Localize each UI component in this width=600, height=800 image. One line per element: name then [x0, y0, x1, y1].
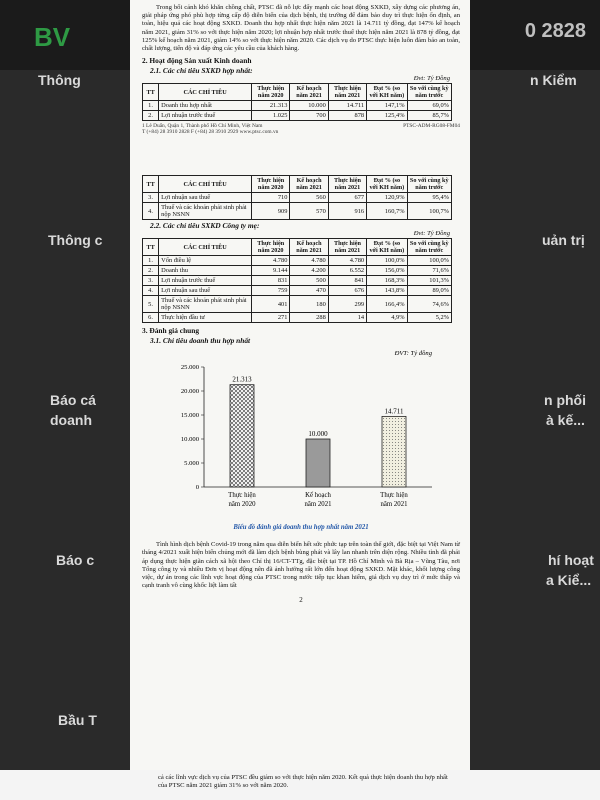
- table-cell: Vốn điều lệ: [159, 256, 252, 266]
- y-tick-label: 15.000: [180, 412, 199, 420]
- subsection-heading: 2.1. Các chỉ tiêu SXKD hợp nhất:: [150, 66, 253, 76]
- table-cell: Doanh thu hợp nhất: [159, 101, 252, 111]
- table-cell: 21.313: [252, 101, 290, 111]
- table-cell: 4,9%: [367, 313, 407, 323]
- table-header-cell: Đạt % (so với KH năm): [367, 239, 407, 256]
- table-cell: 2.: [143, 266, 159, 276]
- bar-value-label: 10.000: [308, 430, 328, 439]
- bar-value-label: 21.313: [232, 375, 252, 384]
- table-row: [143, 276, 452, 286]
- bg-news-item[interactable]: n Kiểm: [530, 72, 577, 88]
- table-cell: 4.780: [290, 256, 328, 266]
- table-cell: 100,0%: [407, 256, 451, 266]
- y-tick-label: 25.000: [180, 364, 199, 372]
- table-header-cell: Thực hiện năm 2021: [328, 176, 366, 193]
- x-tick-label: năm 2020: [228, 501, 256, 509]
- table-header-cell: TT: [143, 84, 159, 101]
- table-cell: 4.780: [328, 256, 366, 266]
- x-tick-label: Thực hiện: [228, 492, 256, 500]
- table-cell: 288: [290, 313, 328, 323]
- table-header-cell: Đạt % (so với KH năm): [367, 176, 407, 193]
- table-cell: 841: [328, 276, 366, 286]
- table-header-cell: Kế hoạch năm 2021: [290, 239, 328, 256]
- table-cell: 10.000: [290, 101, 328, 111]
- table-cell: 95,4%: [407, 193, 451, 203]
- bg-news-item[interactable]: Thông: [38, 72, 81, 88]
- table-cell: 5,2%: [407, 313, 451, 323]
- revenue-bar-chart: [142, 345, 462, 523]
- table-header-cell: TT: [143, 176, 159, 193]
- site-phone: 0 2828: [524, 20, 586, 42]
- table-cell: 3.: [143, 276, 159, 286]
- table-cell: 14.711: [328, 101, 366, 111]
- bg-news-item[interactable]: n phối: [544, 392, 586, 408]
- x-tick-label: năm 2021: [304, 501, 332, 509]
- bar: [306, 439, 330, 487]
- table-cell: 4.: [143, 203, 159, 220]
- table-cell: 71,6%: [407, 266, 451, 276]
- table-row: [143, 296, 452, 313]
- table-cell: Lợi nhuận trước thuế: [159, 276, 252, 286]
- table-cell: 147,1%: [367, 101, 407, 111]
- table-cell: 2.: [143, 111, 159, 121]
- table-header-cell: CÁC CHỈ TIÊU: [159, 176, 252, 193]
- table-cell: 700: [290, 111, 328, 121]
- bg-news-item[interactable]: Báo c: [56, 552, 95, 568]
- table-cell: 677: [328, 193, 366, 203]
- parent-company-table: [142, 238, 452, 323]
- x-tick-label: Thực hiện: [380, 492, 408, 500]
- bg-news-item[interactable]: Bầu T: [58, 712, 97, 728]
- table-header-cell: CÁC CHỈ TIÊU: [159, 84, 252, 101]
- bg-news-item[interactable]: uản trị: [542, 232, 585, 248]
- table-cell: 156,0%: [367, 266, 407, 276]
- subsection-heading: 3.1. Chỉ tiêu doanh thu hợp nhất: [150, 336, 251, 346]
- bar: [382, 417, 406, 488]
- table-row: [143, 101, 452, 111]
- section-heading: 3. Đánh giá chung: [142, 326, 200, 336]
- table-cell: 500: [290, 276, 328, 286]
- bg-news-item[interactable]: Báo cá: [50, 392, 96, 408]
- body-paragraph: Tình hình dịch bệnh Covid-19 trong năm qua diễn biến hết sức phức tạp trên toàn thế giới, đặc biệt tại Việt Nam từ tháng 4/2021 xuất hiện biến chủng mới đã làm dịch bệnh bùng phát và lây lan nhanh trên diện rộng. Nhiều tỉnh đã phải áp dụng thực hiện giãn cách xã hội theo Chỉ thị 16/CT-TTg, đặc biệt tại TP. Hồ Chí Minh và Bà Rịa – Vũng Tàu, nơi Tổng công ty và nhiều Đơn vị hoạt động nên đã ảnh hưởng rất lớn đến hoạt động SXKD. Mặt khác, khối lượng công việc, dự án trong các lĩnh vực hoạt động của PTSC trong nước tiếp tục khan hiếm, giá dịch vụ duy trì ở mức thấp và cạnh tranh vô cùng khốc liệt làm tất: [142, 541, 460, 590]
- table-header-cell: Thực hiện năm 2020: [252, 239, 290, 256]
- bg-news-item[interactable]: a Kiể...: [546, 572, 592, 588]
- table-header-cell: So với cùng kỳ năm trước: [407, 84, 451, 101]
- consolidated-table-part2: [142, 175, 452, 220]
- table-cell: 143,8%: [367, 286, 407, 296]
- table-header-cell: Đạt % (so với KH năm): [367, 84, 407, 101]
- x-tick-label: Kế hoạch: [305, 492, 331, 500]
- table-row: [143, 313, 452, 323]
- y-tick-label: 20.000: [180, 388, 199, 396]
- bg-news-item[interactable]: hí hoạt: [548, 552, 594, 568]
- table-cell: 470: [290, 286, 328, 296]
- table-cell: 401: [252, 296, 290, 313]
- table-cell: 271: [252, 313, 290, 323]
- chart-unit-label: ĐVT: Tỷ đồng: [394, 350, 432, 358]
- table-cell: Lợi nhuận trước thuế: [159, 111, 252, 121]
- table-cell: 101,3%: [407, 276, 451, 286]
- table-cell: Thuế và các khoản phát sinh phải nộp NSNN: [159, 296, 252, 313]
- table-cell: 759: [252, 286, 290, 296]
- table-header-cell: Kế hoạch năm 2021: [290, 176, 328, 193]
- table-cell: 74,6%: [407, 296, 451, 313]
- table-cell: 909: [252, 203, 290, 220]
- bar: [230, 385, 254, 487]
- footer-address: 1 Lê Duẩn, Quận 1, Thành phố Hồ Chí Minh, Việt Nam: [142, 123, 263, 130]
- table-cell: 125,4%: [367, 111, 407, 121]
- table-cell: 4.: [143, 286, 159, 296]
- bg-news-item[interactable]: à kế...: [546, 412, 585, 428]
- chart-caption: Biểu đồ đánh giá doanh thu hợp nhất năm 2021: [233, 524, 369, 532]
- table-cell: 120,9%: [367, 193, 407, 203]
- table-cell: 160,7%: [367, 203, 407, 220]
- table-header-cell: TT: [143, 239, 159, 256]
- table-cell: Thực hiện đầu tư: [159, 313, 252, 323]
- table-cell: 69,0%: [407, 101, 451, 111]
- bg-news-item[interactable]: Thông c: [48, 232, 103, 248]
- table-header-cell: Thực hiện năm 2021: [328, 239, 366, 256]
- y-tick-label: 10.000: [180, 436, 199, 444]
- section-heading: 2. Hoạt động Sản xuất Kinh doanh: [142, 56, 252, 66]
- table-cell: 9.144: [252, 266, 290, 276]
- table-header-cell: Thực hiện năm 2020: [252, 84, 290, 101]
- table-cell: 4.200: [290, 266, 328, 276]
- table-cell: Doanh thu: [159, 266, 252, 276]
- table-cell: 3.: [143, 193, 159, 203]
- table-cell: 916: [328, 203, 366, 220]
- table-cell: 676: [328, 286, 366, 296]
- table-cell: 168,3%: [367, 276, 407, 286]
- table-header-cell: So với cùng kỳ năm trước: [407, 176, 451, 193]
- table-cell: 560: [290, 193, 328, 203]
- following-paragraph: cả các lĩnh vực dịch vụ của PTSC đều giảm so với thực hiện năm 2020. Kết quả thực hiện doanh thu hợp nhất của PTSC năm 2021 giảm 31% so với năm 2020.: [158, 774, 448, 790]
- page-number: 2: [299, 596, 303, 605]
- table-row: [143, 266, 452, 276]
- table-cell: 6.552: [328, 266, 366, 276]
- table-cell: 180: [290, 296, 328, 313]
- unit-label: Đvt: Tỷ Đồng: [413, 230, 450, 238]
- unit-label: Đvt: Tỷ Đồng: [413, 75, 450, 83]
- document-page: [130, 0, 470, 770]
- table-cell: 100,0%: [367, 256, 407, 266]
- table-cell: 6.: [143, 313, 159, 323]
- table-row: [143, 203, 452, 220]
- table-row: [143, 193, 452, 203]
- x-tick-label: năm 2021: [380, 501, 408, 509]
- y-tick-label: 0: [195, 484, 199, 492]
- subsection-heading: 2.2. Các chỉ tiêu SXKD Công ty mẹ:: [150, 221, 260, 231]
- table-cell: 14: [328, 313, 366, 323]
- bg-news-item[interactable]: doanh: [50, 412, 92, 428]
- table-header-cell: CÁC CHỈ TIÊU: [159, 239, 252, 256]
- table-cell: 299: [328, 296, 366, 313]
- table-cell: Lợi nhuận sau thuế: [159, 193, 252, 203]
- table-cell: 166,4%: [367, 296, 407, 313]
- bar-value-label: 14.711: [384, 407, 404, 416]
- chart-svg: [142, 345, 462, 523]
- footer-contact: T (+84) 28 3910 2828 F (+84) 28 3910 2929 www.ptsc.com.vn: [142, 129, 279, 136]
- table-cell: 570: [290, 203, 328, 220]
- table-row: [143, 286, 452, 296]
- table-cell: 100,7%: [407, 203, 451, 220]
- table-cell: 878: [328, 111, 366, 121]
- footer-code: PTSC-ADM-RG08-FM04: [403, 123, 460, 130]
- table-cell: 710: [252, 193, 290, 203]
- table-header-cell: Kế hoạch năm 2021: [290, 84, 328, 101]
- consolidated-table-part1: [142, 83, 452, 121]
- y-tick-label: 5.000: [184, 460, 199, 468]
- table-cell: 1.: [143, 256, 159, 266]
- table-cell: 5.: [143, 296, 159, 313]
- table-cell: 831: [252, 276, 290, 286]
- table-cell: 1.025: [252, 111, 290, 121]
- table-row: [143, 111, 452, 121]
- site-logo[interactable]: BV: [34, 22, 71, 52]
- table-header-cell: So với cùng kỳ năm trước: [407, 239, 451, 256]
- table-header-cell: Thực hiện năm 2021: [328, 84, 366, 101]
- table-header-cell: Thực hiện năm 2020: [252, 176, 290, 193]
- table-row: [143, 256, 452, 266]
- table-cell: Thuế và các khoản phải sinh phải nộp NSNN: [159, 203, 252, 220]
- table-cell: 89,0%: [407, 286, 451, 296]
- table-cell: 85,7%: [407, 111, 451, 121]
- table-cell: 1.: [143, 101, 159, 111]
- table-cell: 4.780: [252, 256, 290, 266]
- intro-paragraph: Trong bối cảnh khó khăn chồng chất, PTSC đã nỗ lực đẩy mạnh các hoạt động SXKD, xây dựng các phương án, giải pháp ứng phó phù hợp từng cấp độ diễn biến của dịch bệnh, thị trường để đảm bảo duy trì thực hiện ổn định, an toàn, hiệu quả các hoạt động SXKD. Doanh thu hợp nhất thực hiện năm 2021 là 14.711 tỷ đồng, đạt 147% kế hoạch năm 2021, giảm 31% so với thực hiện năm 2020; lợi nhuận hợp nhất trước thuế thực hiện năm 2021 là 878 tỷ đồng, đạt 125% kế hoạch năm 2021, giảm 14% so với thực hiện năm 2020. Các dịch vụ do PTSC thực hiện luôn đảm bảo an toàn, chất lượng, tiến độ và đáp ứng các yêu cầu của khách hàng.: [142, 4, 460, 53]
- table-cell: Lợi nhuận sau thuế: [159, 286, 252, 296]
